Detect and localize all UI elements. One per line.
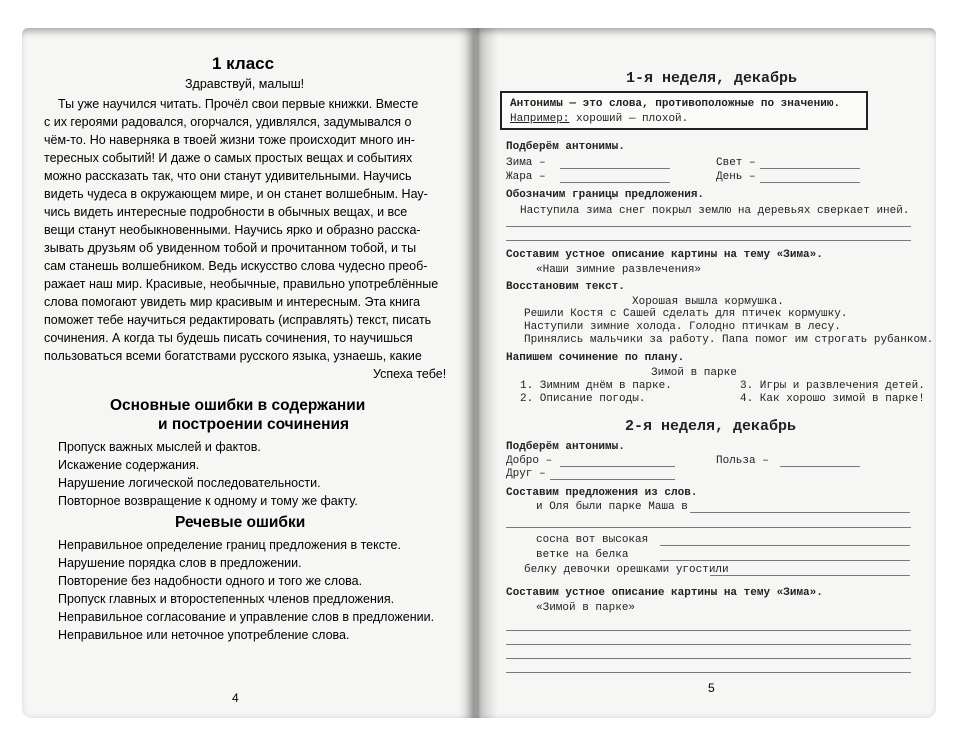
intro-line: тересных событий! И даже о самых простых вещах и событиях xyxy=(44,151,413,165)
restore-line: Наступили зимние холода. Голодно птичкам в лесу. xyxy=(524,321,841,333)
answer-line[interactable] xyxy=(506,240,911,241)
intro-line: чись видеть интересные подробности в обычных вещах, и все xyxy=(44,205,408,219)
word-zhara: Жара – xyxy=(506,171,546,183)
intro-line: пользоваться всеми богатствами русского языка, узнаешь, какие xyxy=(44,349,422,363)
antonym-definition-box xyxy=(500,91,868,130)
word-svet: Свет – xyxy=(716,157,756,169)
speech-error-item: Неправильное согласование и управление слов в предложении. xyxy=(58,610,435,624)
intro-line: зывать друзьям об увиденном тобой и прочитанном тобой, и ты xyxy=(44,241,417,255)
compose-words: сосна вот высокая xyxy=(536,534,649,546)
content-error-item: Повторное возвращение к одному и тому же факту. xyxy=(58,494,358,508)
answer-line[interactable] xyxy=(550,479,675,480)
answer-line[interactable] xyxy=(560,182,670,183)
plan-item: 4. Как хорошо зимой в парке! xyxy=(740,393,925,405)
speech-error-item: Неправильное или неточное употребление слова. xyxy=(58,628,350,642)
speech-errors-heading: Речевые ошибки xyxy=(175,514,306,531)
definition-text: Антонимы — это слова, противоположные по значению. xyxy=(510,98,841,110)
answer-line[interactable] xyxy=(710,575,910,576)
restore-line: Принялись мальчики за работу. Папа помог им строгать рубанком. xyxy=(524,334,934,346)
intro-line: чём-то. Но наверняка в твоей жизни тоже происходит много ин- xyxy=(44,133,415,147)
boundaries-sentence: Наступила зима снег покрыл землю на деревьях сверкает иней. xyxy=(520,205,910,217)
plan-item: 1. Зимним днём в парке. xyxy=(520,380,672,392)
week2-oral-topic: «Зимой в парке» xyxy=(536,602,636,614)
plan-item: 3. Игры и развлечения детей. xyxy=(740,380,925,392)
week2-task-oral-heading: Составим устное описание картины на тему «Зима». xyxy=(506,587,823,599)
restore-title: Хорошая вышла кормушка. xyxy=(632,296,784,308)
word-dobro: Добро – xyxy=(506,455,553,467)
answer-line[interactable] xyxy=(506,658,911,659)
week2-heading: 2-я неделя, декабрь xyxy=(625,418,797,435)
task-compose-sentences-heading: Составим предложения из слов. xyxy=(506,487,698,499)
answer-line[interactable] xyxy=(660,560,910,561)
word-polza: Польза – xyxy=(716,455,769,467)
example-label: Например: xyxy=(510,113,570,125)
essay-title: Зимой в парке xyxy=(651,367,737,379)
answer-line[interactable] xyxy=(506,672,911,673)
week1-heading: 1-я неделя, декабрь xyxy=(626,70,798,87)
speech-error-item: Пропуск главных и второстепенных членов предложения. xyxy=(58,592,395,606)
grade-heading: 1 класс xyxy=(212,54,275,73)
answer-line[interactable] xyxy=(506,527,911,528)
task-oral-description-heading: Составим устное описание картины на тему «Зима». xyxy=(506,249,823,261)
answer-line[interactable] xyxy=(560,466,675,467)
intro-line: сам станешь волшебником. Ведь искусство слова чудесно преоб- xyxy=(44,259,428,273)
word-zima: Зима – xyxy=(506,157,546,169)
compose-words: ветке на белка xyxy=(536,549,629,561)
answer-line[interactable] xyxy=(690,512,910,513)
content-error-item: Искажение содержания. xyxy=(58,458,200,472)
answer-line[interactable] xyxy=(506,226,911,227)
task-essay-heading: Напишем сочинение по плану. xyxy=(506,352,685,364)
compose-words: белку девочки орешками угостили xyxy=(524,564,729,576)
example-text: хороший — плохой. xyxy=(576,113,689,125)
intro-line: с их героями радовался, огорчался, удивлялся, задумывался о xyxy=(44,115,412,129)
intro-line: поможет тебе научиться редактировать (исправлять) текст, писать xyxy=(44,313,432,327)
intro-line: Ты уже научился читать. Прочёл свои первые книжки. Вместе xyxy=(58,97,419,111)
answer-line[interactable] xyxy=(506,644,911,645)
restore-line: Решили Костя с Сашей сделать для птичек кормушку. xyxy=(524,308,848,320)
intro-line: слова помогают увидеть мир красивым и интересным. Эта книга xyxy=(44,295,421,309)
answer-line[interactable] xyxy=(506,630,911,631)
compose-words: и Оля были парке Маша в xyxy=(536,501,688,513)
answer-line[interactable] xyxy=(660,545,910,546)
content-errors-heading-line1: Основные ошибки в содержании xyxy=(110,397,366,414)
left-page-number: 4 xyxy=(232,691,239,705)
intro-line: видеть чудеса в окружающем мире, и он станет волшебным. Нау- xyxy=(44,187,428,201)
task-antonyms-heading: Подберём антонимы. xyxy=(506,141,625,153)
word-drug: Друг – xyxy=(506,468,546,480)
oral-description-topic: «Наши зимние развлечения» xyxy=(536,264,702,276)
right-page-number: 5 xyxy=(708,681,715,695)
intro-line: ражает наш мир. Красивые, необычные, правильно употреблённые xyxy=(44,277,439,291)
answer-line[interactable] xyxy=(780,466,860,467)
plan-item: 2. Описание погоды. xyxy=(520,393,646,405)
answer-line[interactable] xyxy=(560,168,670,169)
answer-line[interactable] xyxy=(760,182,860,183)
week2-task-antonyms-heading: Подберём антонимы. xyxy=(506,441,625,453)
task-restore-text-heading: Восстановим текст. xyxy=(506,281,625,293)
content-error-item: Пропуск важных мыслей и фактов. xyxy=(58,440,261,454)
speech-error-item: Повторение без надобности одного и того же слова. xyxy=(58,574,363,588)
greeting: Здравствуй, малыш! xyxy=(185,77,305,91)
intro-line: сочинения. А когда ты будешь писать сочинения, то научишься xyxy=(44,331,413,345)
speech-error-item: Неправильное определение границ предложения в тексте. xyxy=(58,538,401,552)
intro-line: можно рассказать так, что они станут удивительными. Научись xyxy=(44,169,412,183)
content-error-item: Нарушение логической последовательности. xyxy=(58,476,321,490)
word-den: День – xyxy=(716,171,756,183)
definition-example xyxy=(510,112,688,126)
closing-wish: Успеха тебе! xyxy=(373,367,447,381)
content-errors-heading-line2: и построении сочинения xyxy=(158,416,350,433)
intro-line: вещи станут необыкновенными. Научись ярко и образно расска- xyxy=(44,223,421,237)
task-boundaries-heading: Обозначим границы предложения. xyxy=(506,189,705,201)
answer-line[interactable] xyxy=(760,168,860,169)
speech-error-item: Нарушение порядка слов в предложении. xyxy=(58,556,302,570)
